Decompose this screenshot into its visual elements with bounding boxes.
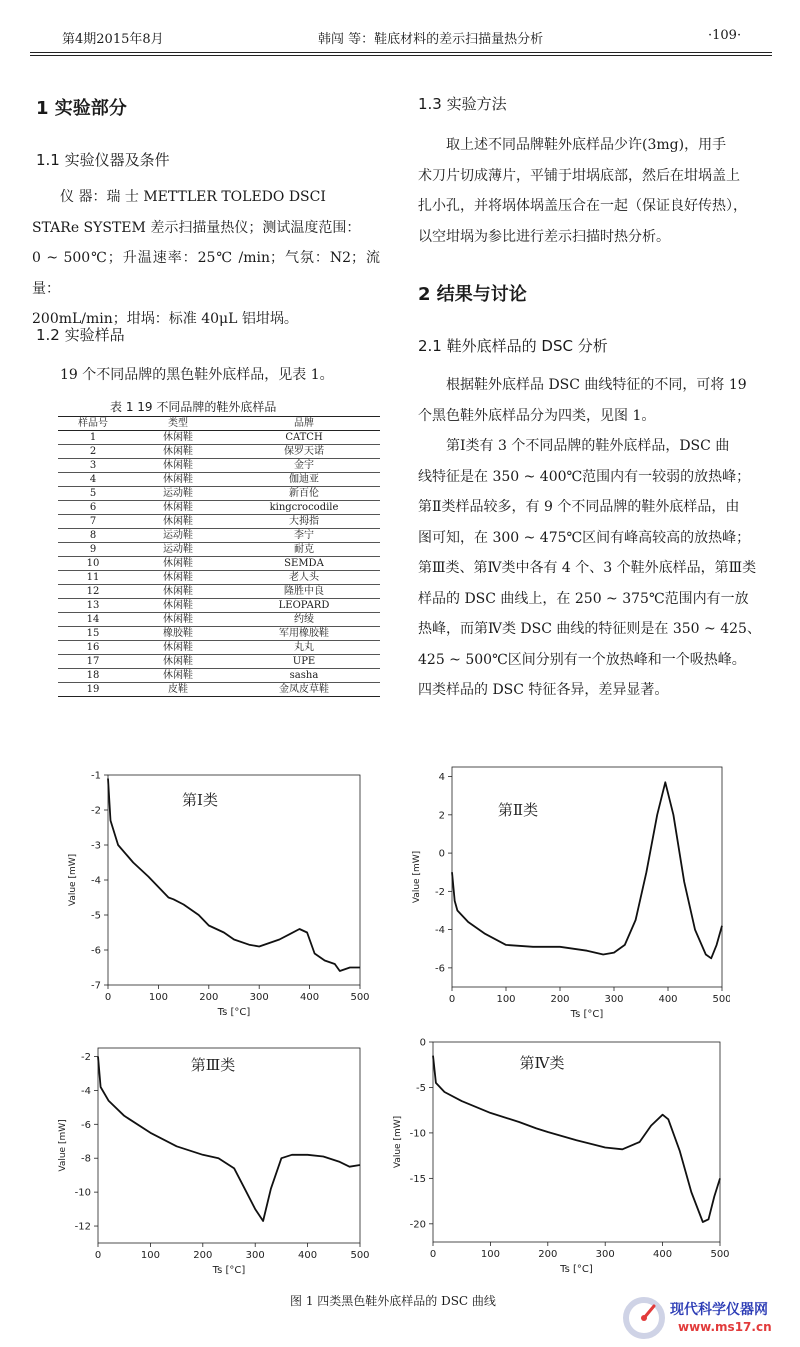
samples-sentence: 19 个不同品牌的黑色鞋外底样品，见表 1。 xyxy=(60,367,334,383)
cell-sample-no: 18 xyxy=(86,670,100,681)
para-line: 热峰，而第Ⅳ类 DSC 曲线的特征则是在 350 ~ 425、 xyxy=(418,621,761,637)
plot-frame xyxy=(98,1048,360,1243)
cell-type: 休闲鞋 xyxy=(163,614,193,625)
figure-caption: 图 1 四类黑色鞋外底样品的 DSC 曲线 xyxy=(290,1294,496,1308)
x-tick-label: 200 xyxy=(193,1250,213,1261)
instrument-paragraph xyxy=(32,182,380,335)
chart-title: 第Ⅰ类 xyxy=(182,791,218,809)
para-line: 术刀片切成薄片，平铺于坩埚底部，然后在坩埚盖上 xyxy=(418,167,740,184)
para-line: 以空坩埚为参比进行差示扫描时热分析。 xyxy=(418,228,670,245)
para-line: 扎小孔，并将埚体埚盖压合在一起（保证良好传热）， xyxy=(418,198,747,214)
cell-type: 运动鞋 xyxy=(163,530,193,541)
table-row xyxy=(58,557,380,571)
para-line: 仪 器：瑞 士 METTLER TOLEDO DSCI xyxy=(60,189,326,205)
y-tick-label: -4 xyxy=(81,1085,91,1097)
table-row xyxy=(58,445,380,459)
cell-type: 休闲鞋 xyxy=(163,516,193,527)
header-title: 韩闯 等：鞋底材料的差示扫描量热分析 xyxy=(318,32,544,47)
table-row xyxy=(58,669,380,683)
para-line: 取上述不同品牌鞋外底样品少许(3mg)，用手 xyxy=(446,137,727,153)
samples-table xyxy=(58,416,380,697)
cell-sample-no: 10 xyxy=(86,558,100,569)
cell-type: 休闲鞋 xyxy=(163,642,193,653)
dsc-curve xyxy=(98,1057,360,1222)
cell-sample-no: 11 xyxy=(86,572,100,583)
x-tick-label: 0 xyxy=(104,992,112,1003)
para-line: 图可知，在 300 ~ 475℃区间有峰高较高的放热峰； xyxy=(418,529,751,546)
x-tick-label: 400 xyxy=(300,992,320,1003)
x-tick-label: 300 xyxy=(604,994,624,1005)
y-axis-label: Value [mW] xyxy=(58,1119,68,1172)
cell-brand: 约绫 xyxy=(294,614,314,625)
para-line: 线特征是在 350 ~ 400℃范围内有一较弱的放热峰； xyxy=(418,468,751,485)
dsc-curve xyxy=(108,779,360,972)
chart-title: 第Ⅱ类 xyxy=(497,801,539,819)
y-tick-label: -15 xyxy=(409,1173,426,1185)
y-tick-label: -10 xyxy=(74,1187,91,1199)
cell-brand: CATCH xyxy=(285,432,323,443)
cell-sample-no: 2 xyxy=(89,446,97,457)
x-tick-label: 100 xyxy=(496,994,516,1005)
x-axis-label: Ts [°C] xyxy=(570,1009,604,1020)
cell-type: 休闲鞋 xyxy=(163,460,193,471)
y-tick-label: -7 xyxy=(91,980,101,992)
table-caption: 表 1 19 不同品牌的鞋外底样品 xyxy=(110,400,277,414)
x-tick-label: 300 xyxy=(245,1250,265,1261)
table-row xyxy=(58,683,380,697)
table-row xyxy=(58,627,380,641)
para-line: STARe SYSTEM 差示扫描量热仪；测试温度范围： xyxy=(32,219,361,236)
watermark-url: www.ms17.cn xyxy=(678,1320,772,1334)
x-tick-label: 100 xyxy=(480,1249,500,1260)
x-tick-label: 500 xyxy=(712,994,730,1005)
section-heading-2-1: 2.1 鞋外底样品的 DSC 分析 xyxy=(418,337,608,355)
cell-sample-no: 5 xyxy=(89,488,97,499)
y-tick-label: -4 xyxy=(91,875,101,887)
cell-sample-no: 13 xyxy=(86,600,100,611)
plot-frame xyxy=(108,775,360,985)
y-tick-label: -2 xyxy=(435,886,445,898)
cell-sample-no: 8 xyxy=(89,530,97,541)
x-axis-label: Ts [°C] xyxy=(217,1007,251,1018)
x-tick-label: 200 xyxy=(538,1249,558,1260)
y-tick-label: -20 xyxy=(409,1219,426,1231)
section-heading-1-1: 1.1 实验仪器及条件 xyxy=(36,151,170,169)
cell-brand: SEMDA xyxy=(284,558,324,569)
method-paragraph xyxy=(418,130,768,252)
table-row xyxy=(58,641,380,655)
y-axis-label: Value [mW] xyxy=(393,1115,403,1169)
cell-brand: 保罗天诺 xyxy=(284,446,324,457)
cell-brand: 大拇指 xyxy=(289,516,319,527)
cell-brand: 军用橡胶鞋 xyxy=(279,628,329,639)
y-tick-label: -5 xyxy=(416,1082,426,1094)
cell-brand: 金凤皮草鞋 xyxy=(279,684,329,695)
table-row xyxy=(58,501,380,515)
dsc-chart-class-2 xyxy=(400,755,730,1029)
para-line: 425 ~ 500℃区间分别有一个放热峰和一个吸热峰。 xyxy=(418,651,746,668)
watermark-gauge-icon xyxy=(622,1296,666,1340)
cell-sample-no: 17 xyxy=(86,656,100,667)
para-line: 样品的 DSC 曲线上，在 250 ~ 375℃范围内有一放 xyxy=(418,590,749,607)
cell-brand: 耐克 xyxy=(294,544,314,555)
para-line: 200mL/min；坩埚：标准 40μL 铝坩埚。 xyxy=(32,311,298,327)
y-tick-label: 2 xyxy=(438,810,445,822)
y-axis-label: Value [mW] xyxy=(412,850,422,904)
cell-brand: 新百伦 xyxy=(289,488,319,499)
cell-type: 休闲鞋 xyxy=(163,432,193,443)
header-issue: 第4期2015年8月 xyxy=(62,32,164,47)
table-row xyxy=(58,529,380,543)
table-row xyxy=(58,571,380,585)
cell-type: 休闲鞋 xyxy=(163,670,193,681)
para-line: 根据鞋外底样品 DSC 曲线特征的不同，可将 19 xyxy=(446,377,747,393)
cell-sample-no: 12 xyxy=(86,586,100,597)
cell-sample-no: 1 xyxy=(89,432,97,443)
x-axis-label: Ts [°C] xyxy=(560,1264,593,1275)
x-tick-label: 500 xyxy=(710,1249,730,1260)
cell-brand: LEOPARD xyxy=(278,600,330,611)
x-tick-label: 100 xyxy=(140,1250,160,1261)
y-tick-label: -6 xyxy=(81,1119,91,1131)
cell-type: 休闲鞋 xyxy=(163,600,193,611)
x-tick-label: 500 xyxy=(350,992,370,1003)
dsc-analysis-paragraph xyxy=(418,370,768,706)
cell-type: 运动鞋 xyxy=(163,544,193,555)
column-header-brand: 品牌 xyxy=(294,418,314,429)
table-row xyxy=(58,473,380,487)
table-row xyxy=(58,613,380,627)
y-tick-label: -8 xyxy=(81,1153,91,1165)
x-tick-label: 0 xyxy=(94,1250,102,1261)
para-line: 个黑色鞋外底样品分为四类，见图 1。 xyxy=(418,407,656,424)
para-line: 四类样品的 DSC 特征各异，差异显著。 xyxy=(418,682,669,698)
cell-sample-no: 14 xyxy=(86,614,100,625)
x-tick-label: 300 xyxy=(249,992,269,1003)
cell-type: 休闲鞋 xyxy=(163,474,193,485)
y-tick-label: 0 xyxy=(419,1037,426,1049)
cell-brand: 李宁 xyxy=(294,530,314,541)
section-heading-1-3: 1.3 实验方法 xyxy=(418,95,507,113)
y-tick-label: -4 xyxy=(435,925,445,937)
cell-type: 休闲鞋 xyxy=(163,586,193,597)
header-rule-2 xyxy=(30,55,772,56)
x-tick-label: 200 xyxy=(550,994,570,1005)
y-tick-label: -6 xyxy=(435,963,445,975)
y-tick-label: 0 xyxy=(438,848,445,860)
table-header-row xyxy=(58,417,380,431)
section-heading-1-2: 1.2 实验样品 xyxy=(36,326,125,344)
y-tick-label: -10 xyxy=(409,1128,426,1140)
section-heading-2: 2 结果与讨论 xyxy=(418,284,527,305)
cell-brand: 金宇 xyxy=(294,460,314,471)
cell-type: 皮鞋 xyxy=(168,684,188,695)
table-row xyxy=(58,459,380,473)
cell-brand: 隆胜中良 xyxy=(284,586,324,597)
watermark-logo xyxy=(622,1296,797,1341)
y-tick-label: -6 xyxy=(91,945,101,957)
para-line: 0 ~ 500℃；升温速率：25℃ /min；气氛：N2；流量： xyxy=(32,250,380,297)
y-tick-label: -2 xyxy=(81,1051,91,1063)
header-rule xyxy=(30,52,772,53)
dsc-chart-class-4 xyxy=(390,1030,730,1289)
y-tick-label: -12 xyxy=(74,1221,91,1233)
para-line: 第Ⅱ类样品较多，有 9 个不同品牌的鞋外底样品，由 xyxy=(418,499,740,515)
y-tick-label: 4 xyxy=(438,772,445,784)
y-tick-label: -3 xyxy=(91,840,101,852)
cell-type: 橡胶鞋 xyxy=(163,628,193,639)
x-tick-label: 400 xyxy=(658,994,678,1005)
table-row xyxy=(58,515,380,529)
cell-sample-no: 9 xyxy=(89,544,97,555)
header-page-number: ·109· xyxy=(708,28,742,43)
dsc-curve xyxy=(433,1056,720,1222)
cell-sample-no: 15 xyxy=(86,628,100,639)
cell-sample-no: 19 xyxy=(86,684,100,695)
y-tick-label: -1 xyxy=(91,770,101,782)
table-row xyxy=(58,431,380,445)
cell-brand: 老人头 xyxy=(289,572,319,583)
x-tick-label: 500 xyxy=(350,1250,370,1261)
cell-type: 运动鞋 xyxy=(163,488,193,499)
column-header-sample-no: 样品号 xyxy=(78,418,108,429)
table-row xyxy=(58,599,380,613)
cell-sample-no: 16 xyxy=(86,642,100,653)
x-tick-label: 100 xyxy=(148,992,168,1003)
cell-brand: kingcrocodile xyxy=(269,502,339,513)
x-tick-label: 300 xyxy=(595,1249,615,1260)
column-header-type: 类型 xyxy=(168,418,188,429)
cell-type: 休闲鞋 xyxy=(163,656,193,667)
cell-sample-no: 4 xyxy=(89,474,97,485)
y-tick-label: -2 xyxy=(91,805,101,817)
chart-title: 第Ⅳ类 xyxy=(519,1054,565,1072)
chart-title: 第Ⅲ类 xyxy=(190,1056,236,1074)
cell-type: 休闲鞋 xyxy=(163,446,193,457)
x-tick-label: 400 xyxy=(653,1249,673,1260)
table-row xyxy=(58,585,380,599)
table-row xyxy=(58,655,380,669)
cell-sample-no: 6 xyxy=(89,502,97,513)
para-line: 第Ⅰ类有 3 个不同品牌的鞋外底样品，DSC 曲 xyxy=(446,438,730,454)
watermark-name: 现代科学仪器网 xyxy=(670,1302,768,1318)
para-line: 第Ⅲ类、第Ⅳ类中各有 4 个、3 个鞋外底样品，第Ⅲ类 xyxy=(418,560,757,576)
cell-brand: sasha xyxy=(289,670,319,681)
cell-type: 休闲鞋 xyxy=(163,502,193,513)
cell-sample-no: 7 xyxy=(89,516,97,527)
dsc-chart-class-1 xyxy=(50,750,370,1039)
dsc-curve xyxy=(452,782,722,958)
x-tick-label: 0 xyxy=(429,1249,437,1260)
x-axis-label: Ts [°C] xyxy=(212,1265,246,1276)
cell-brand: UPE xyxy=(292,656,316,667)
x-tick-label: 200 xyxy=(199,992,219,1003)
plot-frame xyxy=(452,767,722,987)
cell-brand: 伽迪亚 xyxy=(289,474,319,485)
y-axis-label: Value [mW] xyxy=(68,853,78,907)
table-row xyxy=(58,543,380,557)
y-tick-label: -5 xyxy=(91,910,101,922)
x-tick-label: 0 xyxy=(448,994,456,1005)
cell-type: 休闲鞋 xyxy=(163,558,193,569)
dsc-chart-class-3 xyxy=(50,1040,370,1289)
cell-sample-no: 3 xyxy=(89,460,97,471)
cell-brand: 丸丸 xyxy=(294,642,314,653)
section-heading-1: 1 实验部分 xyxy=(36,98,127,119)
cell-type: 休闲鞋 xyxy=(163,572,193,583)
table-row xyxy=(58,487,380,501)
x-tick-label: 400 xyxy=(298,1250,318,1261)
